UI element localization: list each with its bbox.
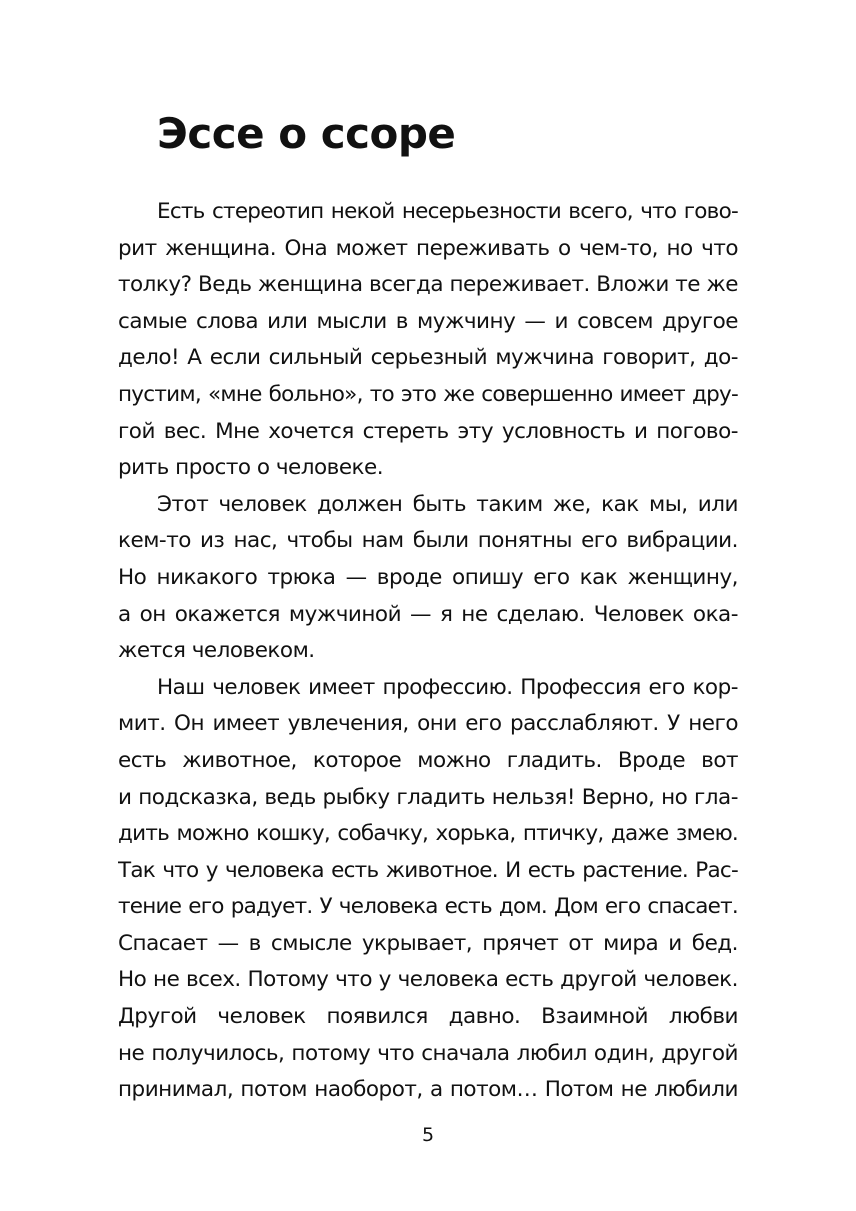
text-line: Есть стереотип некой несерьезности всего, что гово- — [157, 199, 738, 224]
text-line: тение его радует. У человека есть дом. Дом его спасает. — [118, 894, 738, 920]
text-line: толку? Ведь женщина всегда переживает. Вложи те же — [118, 272, 738, 298]
text-line: Другой человек появился давно. Взаимной любви — [118, 1004, 738, 1030]
text-line: дить можно кошку, собачку, хорька, птичку, даже змею. — [118, 821, 738, 847]
text-line: Но никакого трюка — вроде опишу его как женщину, — [118, 564, 738, 590]
text-line: дело! А если сильный серьезный мужчина говорит, до- — [118, 345, 738, 371]
text-line: пустим, «мне больно», то это же совершенно имеет дру- — [118, 381, 738, 407]
text-line: рить просто о человеке. — [118, 455, 384, 481]
text-line: кем-то из нас, чтобы нам были понятны его вибрации. — [118, 528, 738, 554]
text-line: самые слова или мысли в мужчину — и совсем другое — [118, 308, 738, 334]
text-line: Этот человек должен быть таким же, как мы, или — [157, 491, 738, 517]
text-line: жется человеком. — [118, 638, 315, 664]
text-line: и подсказка, ведь рыбку гладить нельзя! Верно, но гла- — [118, 784, 738, 810]
text-line: Но не всех. Потому что у человека есть другой человек. — [118, 967, 738, 993]
text-line: гой вес. Мне хочется стереть эту условность и погово- — [118, 418, 738, 444]
text-line: есть животное, которое можно гладить. Вроде вот — [118, 747, 738, 773]
text-line: Так что у человека есть животное. И есть растение. Рас- — [118, 857, 738, 883]
page-number: 5 — [421, 1124, 435, 1146]
text-line: Наш человек имеет профессию. Профессия его кор- — [157, 674, 738, 700]
text-line: не получилось, потому что сначала любил один, другой — [118, 1040, 738, 1066]
text-line: рит женщина. Она может переживать о чем-то, но что — [118, 235, 738, 261]
text-line: принимал, потом наоборот, а потом… Потом не любили — [118, 1077, 738, 1103]
essay-body — [118, 194, 738, 1109]
text-line: Спасает — в смысле укрывает, прячет от мира и бед. — [118, 930, 738, 956]
page-title: Эссе о ссоре — [157, 109, 456, 158]
text-line: а он окажется мужчиной — я не сделаю. Человек ока- — [118, 601, 738, 627]
text-line: мит. Он имеет увлечения, они его расслабляют. У него — [118, 711, 738, 737]
